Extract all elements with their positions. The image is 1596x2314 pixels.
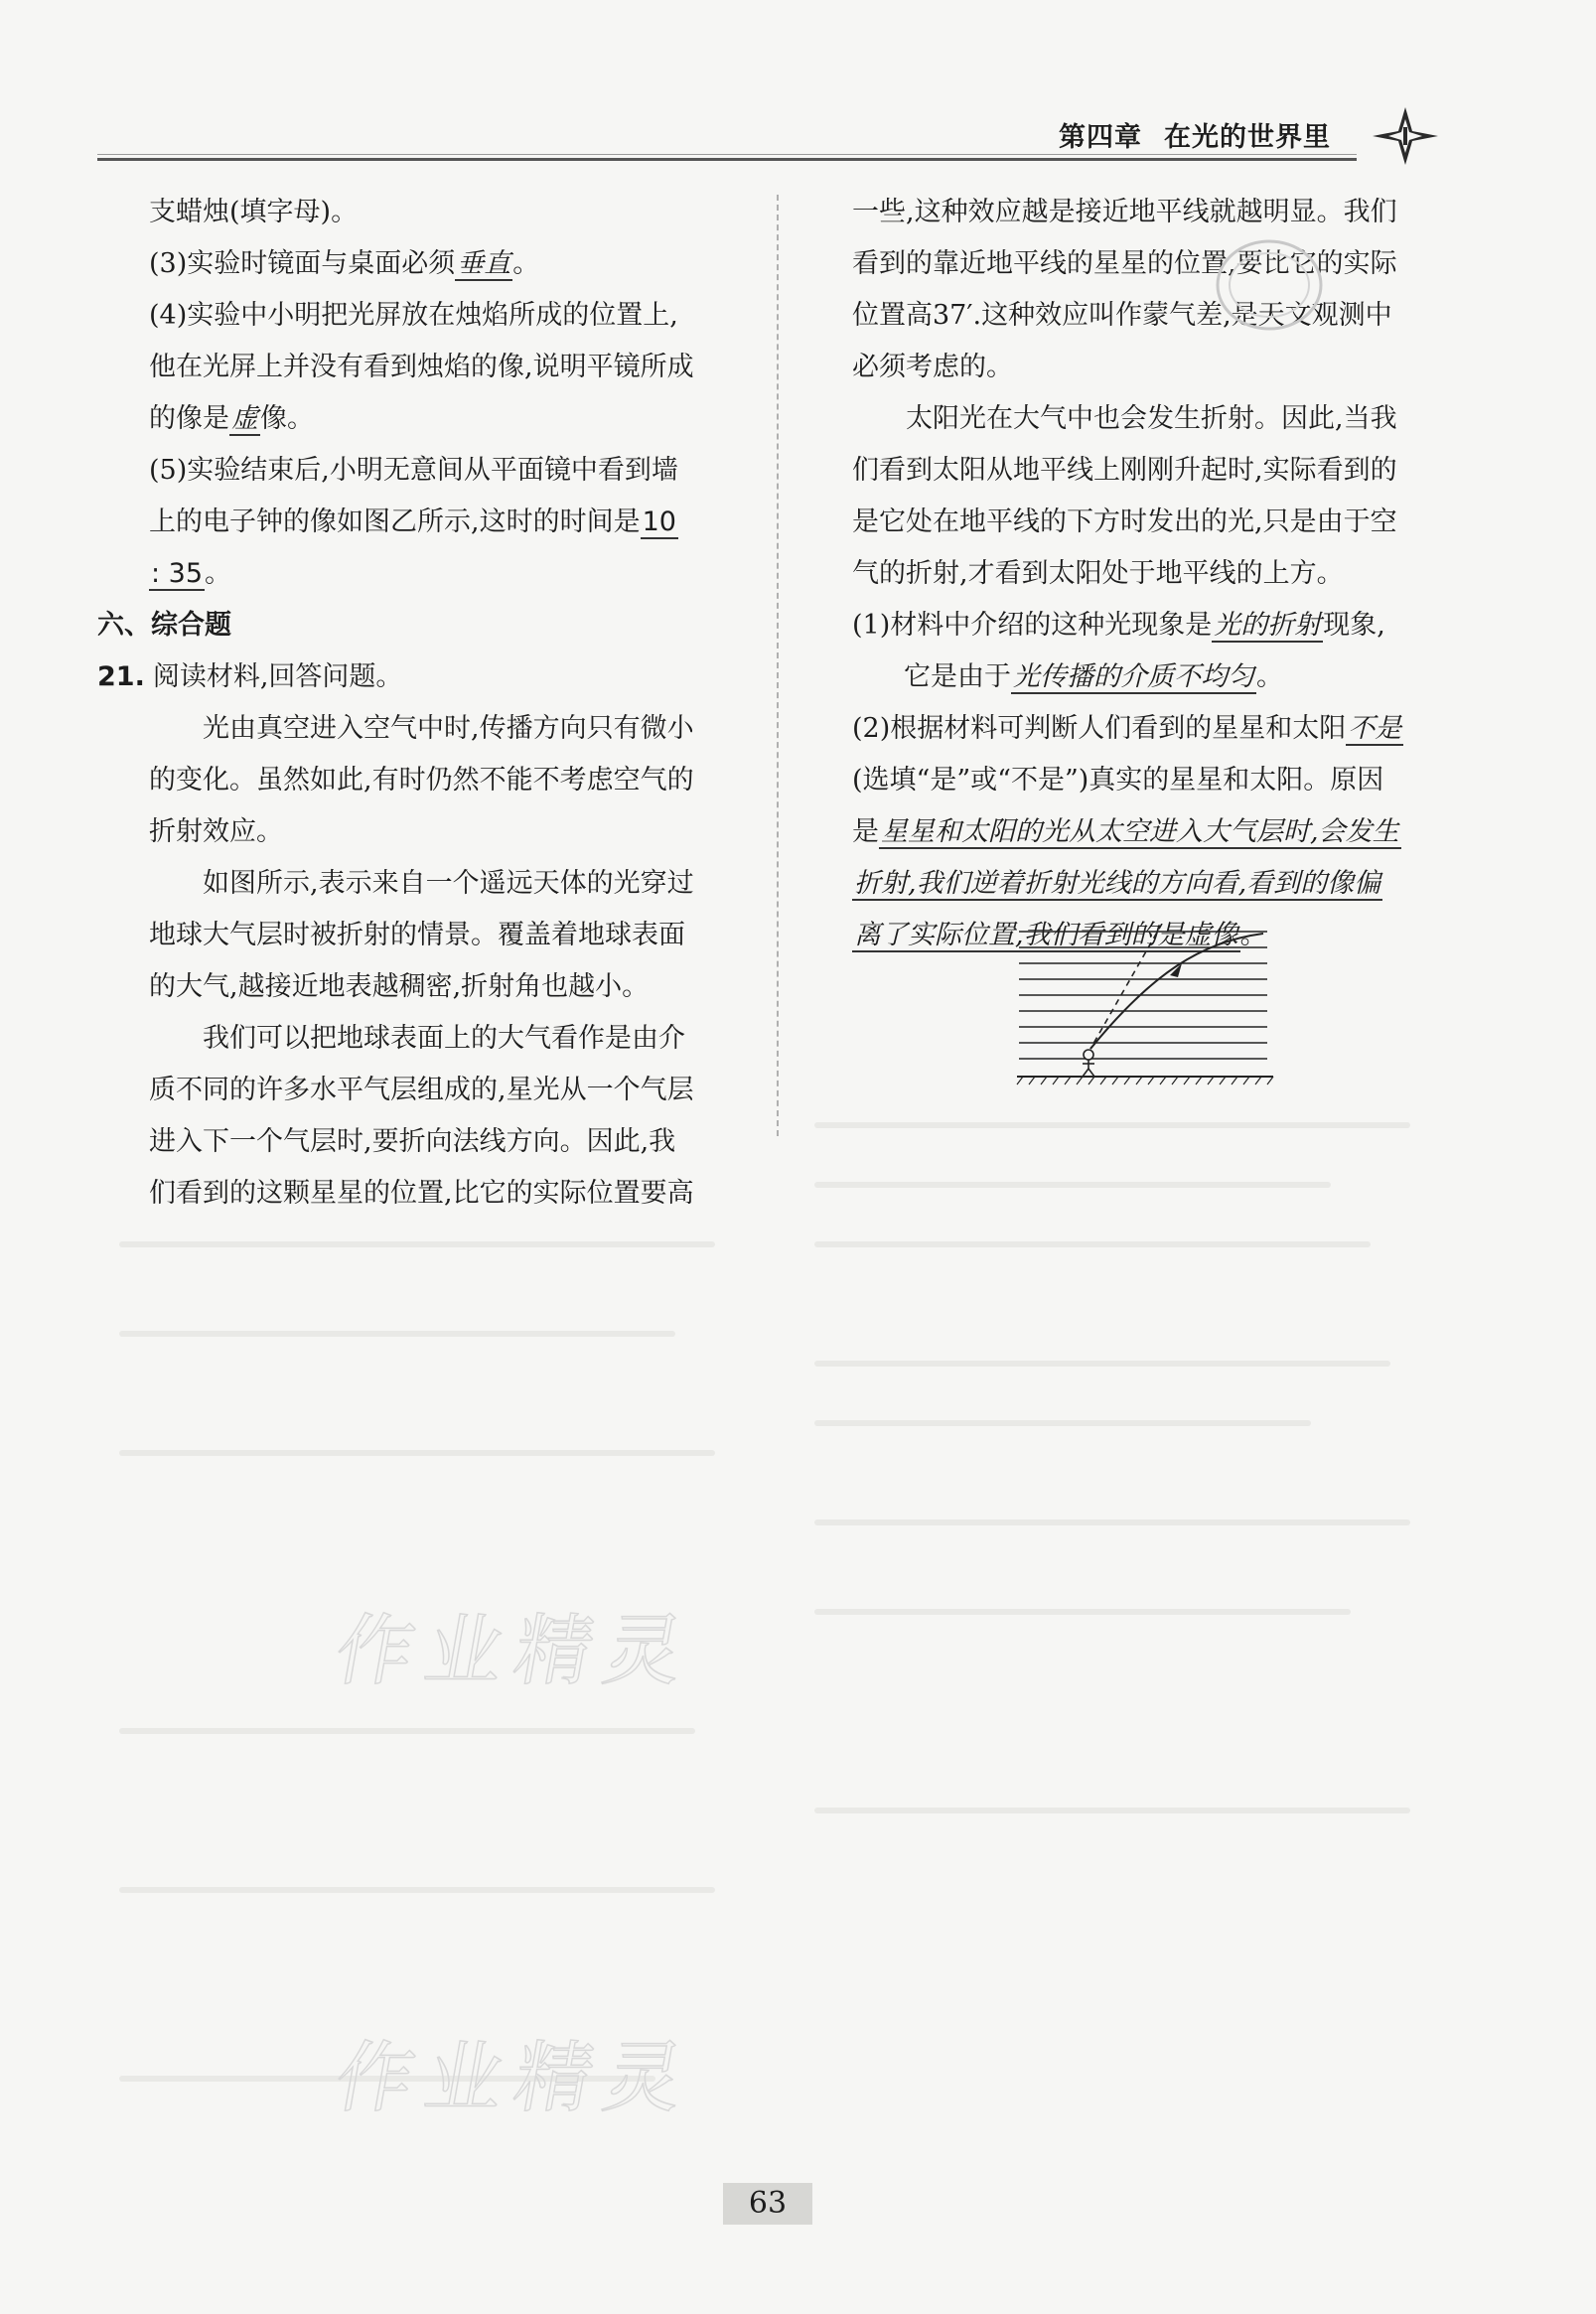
question-text: 。 (1239, 920, 1267, 950)
show-through-mark (814, 1609, 1351, 1615)
refracted-light-path (1090, 934, 1263, 1049)
answer-refraction: 光的折射 (1214, 610, 1322, 641)
text-line: 们看到太阳从地平线上刚刚升起时,实际看到的 (852, 455, 1397, 486)
header-rule-thin (97, 154, 1357, 155)
text-line (149, 548, 745, 600)
show-through-mark (119, 1887, 715, 1893)
page-header (97, 111, 1440, 161)
question-number: 21. (97, 661, 145, 692)
sub-question-2 (852, 703, 1448, 755)
sub-question-1 (852, 600, 1448, 651)
question-text: 的像是 (149, 403, 229, 434)
text-line: (选填“是”或“不是”)真实的星星和太阳。原因 (852, 765, 1384, 795)
question-text: (2)根据材料可判断人们看到的星星和太阳 (852, 713, 1347, 744)
question-text: 现象, (1323, 610, 1385, 641)
observer-icon (1083, 1050, 1094, 1077)
right-column (852, 187, 1448, 961)
show-through-mark (119, 1728, 695, 1734)
ground-hatching (1017, 1077, 1273, 1085)
text-line: 折射效应。 (149, 816, 283, 847)
question-5: (5)实验结束后,小明无意间从平面镜中看到墙 (149, 455, 678, 486)
chapter-star-icon (1371, 105, 1440, 167)
question-title: 阅读材料,回答问题。 (152, 661, 403, 692)
show-through-mark (119, 1241, 715, 1247)
text-line (149, 497, 745, 548)
answer-perpendicular: 垂直 (457, 248, 511, 279)
show-through-mark (119, 1450, 715, 1456)
question-text: 像。 (260, 403, 314, 434)
column-divider (777, 195, 779, 1136)
text-line (852, 651, 1448, 703)
text-line: 是它处在地平线的下方时发出的光,只是由于空 (852, 506, 1397, 537)
text-line: 一些,这种效应越是接近地平线就越明显。我们 (852, 197, 1397, 227)
text-line: 质不同的许多水平气层组成的,星光从一个气层 (149, 1075, 694, 1105)
text-line: 进入下一个气层时,要折向法线方向。因此,我 (149, 1126, 676, 1157)
text-line: 光由真空进入空气中时,传播方向只有微小 (203, 713, 694, 744)
text-line: 看到的靠近地平线的星星的位置,要比它的实际 (852, 248, 1397, 279)
chapter-number: 第四章 (1059, 122, 1142, 153)
text-line (149, 393, 745, 445)
text-line: 的变化。虽然如此,有时仍然不能不考虑空气的 (149, 765, 694, 795)
chapter-title (1059, 115, 1331, 154)
text-line: 必须考虑的。 (852, 352, 1013, 382)
text-line: 的大气,越接近地表越稠密,折射角也越小。 (149, 971, 650, 1002)
answer-not-real: 不是 (1348, 713, 1402, 744)
question-text: 它是由于 (904, 661, 1011, 692)
header-rule (97, 158, 1357, 161)
watermark: 作业精灵 (328, 2034, 702, 2123)
question-text: 。 (205, 558, 232, 589)
text-line (852, 806, 1448, 858)
question-3 (149, 238, 745, 290)
question-text: 上的电子钟的像如图乙所示,这时的时间是 (149, 506, 641, 537)
answer-reason-part2: 折射,我们逆着折射光线的方向看,看到的像偏 (854, 868, 1381, 899)
text-line: 我们可以把地球表面上的大气看作是由介 (203, 1023, 685, 1054)
text-line (852, 858, 1448, 910)
answer-uneven-medium: 光传播的介质不均匀 (1013, 661, 1254, 692)
question-4: (4)实验中小明把光屏放在烛焰所成的位置上, (149, 300, 678, 331)
question-text: (1)材料中介绍的这种光现象是 (852, 610, 1213, 641)
show-through-mark (119, 1331, 675, 1337)
question-text: (3)实验时镜面与桌面必须 (149, 248, 456, 279)
text-line: 他在光屏上并没有看到烛焰的像,说明平镜所成 (149, 352, 694, 382)
left-column (97, 187, 745, 1220)
page-number: 63 (723, 2183, 812, 2225)
text-line: 气的折射,才看到太阳处于地平线的上方。 (852, 558, 1344, 589)
answer-reason-part3: 离了实际位置,我们看到的是虚像 (854, 920, 1238, 950)
show-through-mark (814, 1241, 1371, 1247)
question-21 (97, 651, 745, 703)
section-heading: 六、综合题 (97, 610, 231, 641)
watermark: 作业精灵 (328, 1607, 702, 1696)
answer-time-minute: : 35 (151, 558, 204, 589)
chapter-name: 在光的世界里 (1164, 122, 1331, 153)
text-line: 位置高37′.这种效应叫作蒙气差,是天文观测中 (852, 300, 1392, 331)
question-text: 。 (512, 248, 540, 279)
section-title (97, 600, 745, 651)
show-through-mark (814, 1361, 1390, 1367)
show-through-mark (814, 1519, 1410, 1525)
answer-time-hour: 10 (642, 506, 676, 537)
text-line: 如图所示,表示来自一个遥远天体的光穿过 (203, 868, 694, 899)
text-line: 们看到的这颗星星的位置,比它的实际位置要高 (149, 1178, 694, 1209)
show-through-mark (814, 1182, 1331, 1188)
faint-stamp-icon (1210, 230, 1329, 340)
atmospheric-refraction-figure (1013, 924, 1281, 1086)
question-text: 。 (1256, 661, 1283, 692)
text-line: 太阳光在大气中也会发生折射。因此,当我 (906, 403, 1397, 434)
question-text: 是 (852, 816, 879, 847)
show-through-mark (814, 1122, 1410, 1128)
text-line: 地球大气层时被折射的情景。覆盖着地球表面 (149, 920, 685, 950)
answer-reason-part1: 星星和太阳的光从太空进入大气层时,会发生 (881, 816, 1399, 847)
show-through-mark (814, 1808, 1410, 1813)
show-through-mark (814, 1420, 1311, 1426)
atmosphere-layers (1019, 932, 1267, 1059)
answer-virtual: 虚 (231, 403, 258, 434)
text-line: 支蜡烛(填字母)。 (149, 197, 359, 227)
